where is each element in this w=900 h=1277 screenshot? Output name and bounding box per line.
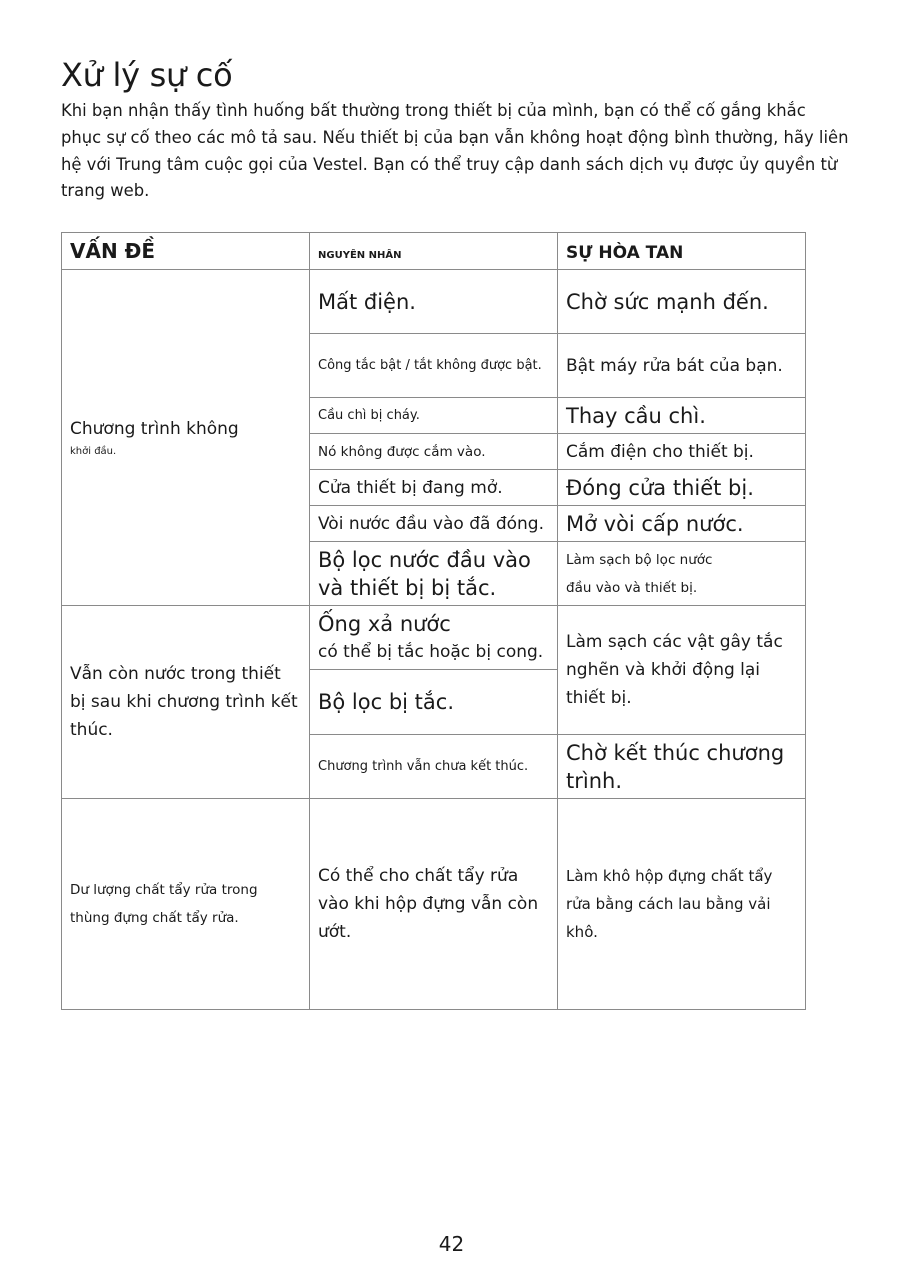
solution-cell: Đóng cửa thiết bị. xyxy=(558,470,806,506)
solution-cell: Chờ kết thúc chương trình. xyxy=(558,735,806,799)
header-problem: VẤN ĐỀ xyxy=(62,233,310,270)
problem-text: Chương trình không xyxy=(70,418,239,439)
problem-cell: Vẫn còn nước trong thiết bị sau khi chương trình kết thúc. xyxy=(62,606,310,799)
troubleshooting-table xyxy=(61,232,806,1010)
cause-cell xyxy=(310,606,558,670)
cause-cell: Vòi nước đầu vào đã đóng. xyxy=(310,506,558,542)
solution-text: Làm sạch bộ lọc nước xyxy=(566,551,713,568)
solution-cell: Làm khô hộp đựng chất tẩy rửa bằng cách lau bằng vải khô. xyxy=(558,799,806,1010)
page-number: 42 xyxy=(438,1232,465,1256)
cause-cell: Có thể cho chất tẩy rửa vào khi hộp đựng vẫn còn ướt. xyxy=(310,799,558,1010)
table-row xyxy=(62,606,806,670)
header-cause: NGUYÊN NHÂN xyxy=(310,233,558,270)
cause-cell: Bộ lọc bị tắc. xyxy=(310,670,558,735)
cause-cell: Công tắc bật / tắt không được bật. xyxy=(310,334,558,398)
problem-text: khởi đầu. xyxy=(70,445,117,457)
cause-cell: Mất điện. xyxy=(310,270,558,334)
cause-cell: Bộ lọc nước đầu vào và thiết bị bị tắc. xyxy=(310,542,558,606)
cause-cell: Chương trình vẫn chưa kết thúc. xyxy=(310,735,558,799)
solution-cell: Mở vòi cấp nước. xyxy=(558,506,806,542)
solution-cell: Thay cầu chì. xyxy=(558,398,806,434)
cause-cell: Cầu chì bị cháy. xyxy=(310,398,558,434)
problem-cell xyxy=(62,270,310,606)
cause-cell: Cửa thiết bị đang mở. xyxy=(310,470,558,506)
solution-cell: Làm sạch các vật gây tắc nghẽn và khởi động lại thiết bị. xyxy=(558,606,806,735)
cause-text: có thể bị tắc hoặc bị cong. xyxy=(318,641,544,662)
cause-cell: Nó không được cắm vào. xyxy=(310,434,558,470)
header-solution: SỰ HÒA TAN xyxy=(558,233,806,270)
solution-cell: Chờ sức mạnh đến. xyxy=(558,270,806,334)
cause-text: Ống xả nước xyxy=(318,611,451,636)
solution-text: đầu vào và thiết bị. xyxy=(566,579,698,596)
solution-cell: Cắm điện cho thiết bị. xyxy=(558,434,806,470)
problem-cell: Dư lượng chất tẩy rửa trong thùng đựng chất tẩy rửa. xyxy=(62,799,310,1010)
table-row xyxy=(62,270,806,334)
intro-paragraph: Khi bạn nhận thấy tình huống bất thường trong thiết bị của mình, bạn có thể cố gắng khắc phục sự cố theo các mô tả sau. Nếu thiết bị của bạn vẫn không hoạt động bình thường, hãy liên hệ với Trung tâm cuộc gọi của Vestel. Bạn có thể truy cập danh sách dịch vụ được ủy quyền từ trang web. xyxy=(61,101,849,201)
table-row xyxy=(62,799,806,1010)
page-title: Xử lý sự cố xyxy=(61,56,233,94)
solution-cell: Bật máy rửa bát của bạn. xyxy=(558,334,806,398)
solution-cell xyxy=(558,542,806,606)
table-header-row xyxy=(62,233,806,270)
